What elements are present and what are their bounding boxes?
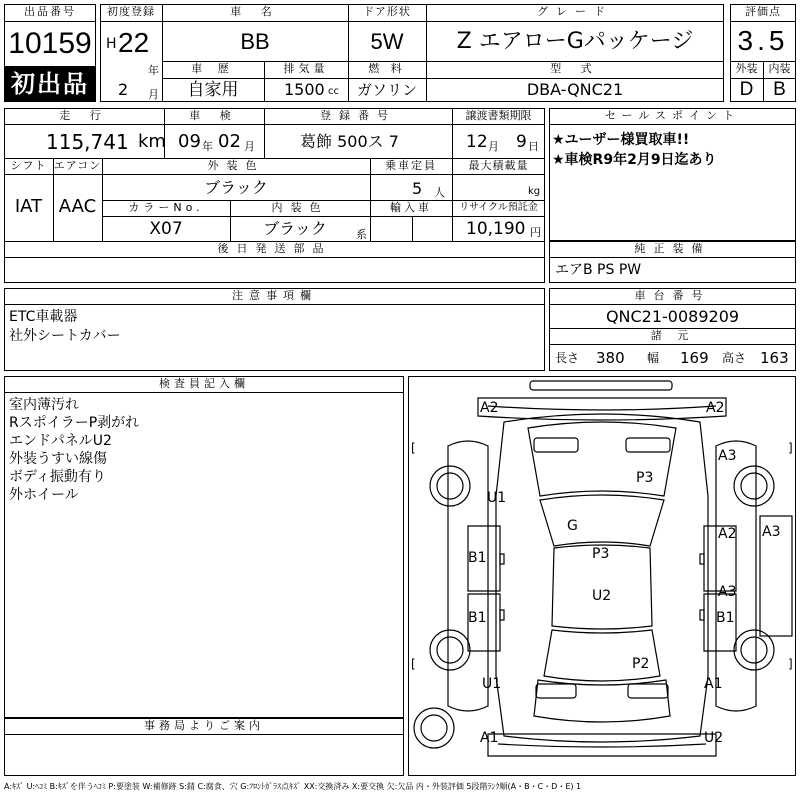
inspector-line-3: エンドパネルU2	[9, 433, 112, 449]
interior-grade: B	[773, 79, 786, 100]
inspection-label: 車 検	[189, 109, 239, 122]
sales-box	[549, 108, 796, 241]
score-label: 評価点	[745, 5, 781, 18]
mark-b1-left-rear-door: B1	[468, 610, 487, 626]
mark-b1-left-front-door: B1	[468, 550, 487, 566]
plate-label: 登録番号	[320, 109, 396, 122]
chassis-label: 車台番号	[634, 289, 711, 302]
load-label: 最大積載量	[468, 159, 529, 172]
reg-year: 22	[118, 27, 150, 58]
car-name: BB	[240, 29, 270, 54]
color-no: X07	[149, 219, 183, 239]
displacement-label: 排気量	[283, 62, 329, 75]
first-listing-text: 初出品	[11, 70, 89, 98]
exterior-color: ブラック	[204, 178, 268, 197]
transfer-label: 譲渡書類期限	[465, 109, 532, 122]
fuel: ガソリン	[356, 81, 417, 99]
mileage-unit: km	[138, 131, 166, 152]
mark-a1-rear-bumper: A1	[480, 730, 499, 746]
sales-label: セールスポイント	[604, 109, 740, 122]
door-label: ドア形状	[363, 5, 411, 18]
mark-u2-rear-bumper: U2	[704, 730, 724, 746]
capacity-label: 乗車定員	[385, 159, 437, 172]
mark-b1-right-rear-door: B1	[716, 610, 735, 626]
exterior-color-label: 外装色	[207, 159, 265, 172]
mark-p2-rear: P2	[632, 656, 650, 672]
transfer-month-unit: 月	[488, 140, 499, 153]
displacement-unit: cc	[328, 86, 339, 97]
car-name-label: 車 名	[230, 5, 280, 18]
note-line-1: ETC車載器	[9, 309, 78, 325]
recycle-unit: 円	[530, 226, 541, 239]
legend: A:ｷｽﾞ U:ﾍｺﾐ B:ｷｽﾞを伴うﾍｺﾐ P:要塗装 W:補修跡 S:錆 C:腐食、穴 G:ﾌﾛﾝﾄｶﾞﾗｽ点ｷｽﾞ XX:交換済み X:要交換 欠:欠品 内・外装評価 5段階ﾗﾝｸ順(A・B・C・D・E) 1	[4, 782, 582, 791]
width: 169	[680, 349, 709, 367]
color-no-label: カラーNo.	[128, 201, 204, 214]
mark-p3-hood: P3	[636, 470, 654, 486]
mark-g-windshield: G	[567, 518, 578, 534]
model: DBA-QNC21	[526, 80, 624, 99]
length-label: 長さ	[555, 351, 580, 365]
era: H	[106, 36, 117, 52]
later-parts-label: 後日発送部品	[217, 242, 332, 255]
interior-color: ブラック	[263, 219, 327, 238]
door: 5W	[370, 29, 404, 54]
score: 3.5	[737, 25, 789, 56]
recycle-label: リサイクル預託金	[459, 202, 538, 213]
mark-a3-right-rear-door: A3	[718, 584, 737, 600]
grade: Z エアローGパッケージ	[456, 29, 694, 54]
reg-label: 初度登録	[107, 5, 155, 18]
dims-label: 諸 元	[650, 329, 695, 342]
inspection-year-unit: 年	[202, 140, 213, 153]
notes-label: 注意事項欄	[232, 289, 317, 302]
mark-a3-right-side: A3	[762, 524, 781, 540]
inspector-line-6: 外ホイール	[9, 487, 79, 503]
load-unit: kg	[528, 186, 541, 197]
transfer-month: 12	[466, 132, 488, 152]
grade-label: グレード	[537, 5, 613, 18]
svg-text:[: [	[411, 441, 416, 455]
reg-year-unit: 年	[148, 64, 159, 77]
inspection-year: 09	[178, 131, 201, 152]
mark-a2-right-door: A2	[718, 526, 737, 542]
reg-month-unit: 月	[148, 88, 159, 101]
svg-text:]: ]	[788, 657, 793, 671]
exterior-grade-label: 外装	[735, 62, 758, 75]
inspection-month: 02	[218, 131, 241, 152]
exterior-grade: D	[739, 79, 754, 100]
displacement: 1500	[284, 80, 325, 99]
mark-u1-left-rear: U1	[482, 676, 502, 692]
mark-u2-roof: U2	[592, 588, 612, 604]
lot-label: 出品番号	[24, 5, 76, 18]
mark-u1-left-fender: U1	[487, 490, 507, 506]
equipment-label: 純正装備	[634, 242, 711, 255]
shift: IAT	[14, 196, 43, 217]
transfer-day-unit: 日	[528, 140, 539, 153]
capacity: 5	[412, 179, 423, 198]
height-label: 高さ	[722, 351, 747, 365]
interior-color-suffix: 系	[356, 228, 367, 241]
mark-p3-roof: P3	[592, 546, 610, 562]
aircon-label: エアコン	[53, 159, 102, 172]
inspector-line-5: ボディ振動有り	[9, 469, 106, 485]
note-line-2: 社外シートカバー	[9, 328, 121, 344]
office-label: 事務局よりご案内	[144, 719, 264, 732]
capacity-unit: 人	[434, 186, 445, 199]
inspector-line-1: 室内薄汚れ	[9, 397, 79, 413]
inspector-line-4: 外装うすい線傷	[9, 451, 107, 467]
mark-a2-front-right: A2	[706, 400, 725, 416]
sales-point-2: ★車検R9年2月9日迄あり	[552, 152, 717, 168]
plate: 葛飾 500ス 7	[300, 132, 399, 151]
import-label: 輸入車	[390, 201, 432, 214]
svg-text:[: [	[411, 657, 416, 671]
width-label: 幅	[647, 351, 660, 365]
model-label: 型 式	[550, 62, 600, 75]
interior-color-label: 内装色	[271, 201, 329, 214]
reg-month: 2	[118, 80, 129, 99]
fuel-label: 燃 料	[368, 62, 406, 75]
chassis-number: QNC21-0089209	[605, 307, 740, 326]
inspection-month-unit: 月	[244, 140, 255, 153]
height: 163	[760, 349, 789, 367]
mileage-label: 走 行	[59, 109, 109, 122]
transfer-day: 9	[516, 132, 527, 152]
mark-a1-right-rear: A1	[704, 676, 723, 692]
inspector-label: 検査員記入欄	[159, 377, 249, 390]
equipment: エアB PS PW	[555, 262, 642, 278]
inspector-line-2: RスポイラーP剥がれ	[9, 415, 140, 431]
mileage: 115,741	[46, 130, 129, 154]
lot-number: 10159	[8, 27, 92, 60]
aircon: AAC	[58, 196, 97, 217]
recycle: 10,190	[466, 219, 526, 239]
interior-grade-label: 内装	[768, 62, 791, 75]
history: 自家用	[187, 80, 239, 100]
length: 380	[596, 349, 625, 367]
sales-point-1: ★ユーザー様買取車!!	[552, 132, 690, 148]
shift-label: シフト	[10, 159, 47, 172]
mark-a2-front-left: A2	[480, 400, 499, 416]
mark-a3-front-right: A3	[718, 448, 737, 464]
history-label: 車 歴	[191, 62, 235, 75]
svg-text:]: ]	[788, 441, 793, 455]
car-diagram	[408, 376, 796, 776]
